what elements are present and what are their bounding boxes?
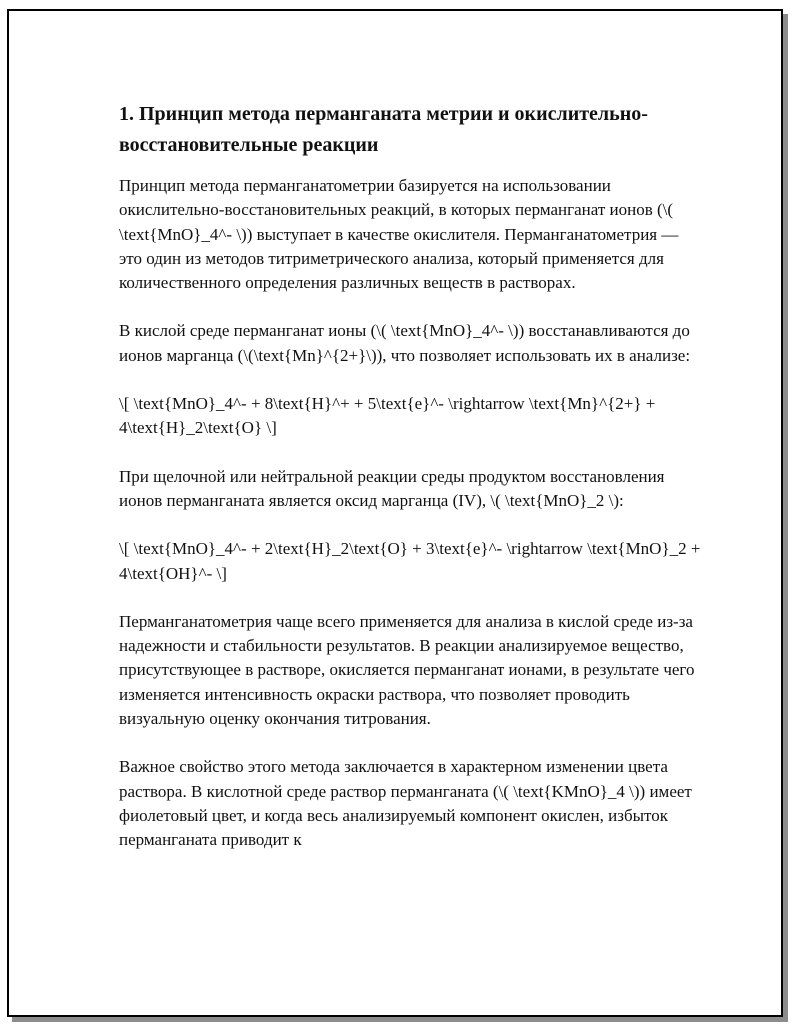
section-title: 1. Принцип метода перманганата метрии и окислительно-восстановительные реакции [119,103,648,156]
paragraph-application: Перманганатометрия чаще всего применяется для анализа в кислой среде из-за надежности и стабильности результатов. В реакции анализируемое вещество, присутствующее в растворе, окисляется перманганат ионами, в результате чего изменяется интенсивность окраски раствора, что позволяет проводить визуальную оценку окончания титрования. [119,611,695,729]
paragraph-principle: Принцип метода перманганатометрии базируется на использовании окислительно-восстановительных реакций, в которых перманганат ионов (\( \text{MnO}_4^- \)) выступает в качестве окислителя. Перманганатометрия — это один из методов титриметрического анализа, который применяется для количественного определения различных веществ в растворах. [119,176,679,293]
equation-alkaline: \[ \text{MnO}_4^- + 2\text{H}_2\text{O} + 3\text{e}^- \rightarrow \text{MnO}_2 + 4\text{OH}^- \] [119,539,701,583]
equation-acidic: \[ \text{MnO}_4^- + 8\text{H}^+ + 5\text{e}^- \rightarrow \text{Mn}^{2+} + 4\text{H}_2\text{O} \] [119,394,656,438]
paragraph-alkaline-medium: При щелочной или нейтральной реакции среды продуктом восстановления ионов перманганата является оксид марганца (IV), \( \text{MnO}_2 \): [119,466,665,510]
paragraph-color-change: Важное свойство этого метода заключается в характерном изменении цвета раствора. В кислотной среде раствор перманганата (\( \text{KMnO}_4 \)) имеет фиолетовый цвет, и когда весь анализируемый компонент окислен, избыток перманганата приводит к [119,757,692,850]
document-body [119,99,704,877]
page-frame [7,9,783,1017]
paragraph-acidic-medium: В кислой среде перманганат ионы (\( \text{MnO}_4^- \)) восстанавливаются до ионов марганца (\(\text{Mn}^{2+}\)), что позволяет использовать их в анализе: [119,321,691,365]
